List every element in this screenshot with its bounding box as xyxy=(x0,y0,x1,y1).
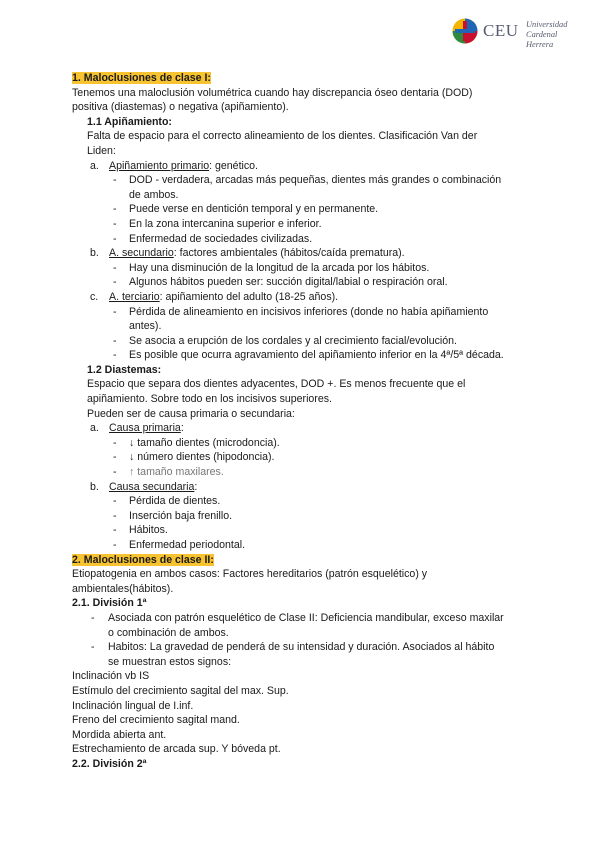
sub-bullet-text: Es posible que ocurra agravamiento del apiñamiento inferior en la 4ª/5ª década. xyxy=(129,349,504,362)
bullet-dash: - xyxy=(113,509,117,522)
list-title-rest: : apiñamiento del adulto (18-25 años). xyxy=(159,290,339,303)
list-title: Apiñamiento primario xyxy=(109,159,210,172)
university-logo xyxy=(452,16,572,48)
paragraph-line-text: ambientales(hábitos). xyxy=(72,582,174,595)
sub-bullet xyxy=(72,450,532,465)
list-item-c xyxy=(72,290,532,305)
sub-bullet-text: ↓ tamaño dientes (microdoncia). xyxy=(129,436,280,449)
bullet-dash: - xyxy=(113,524,117,537)
subsection-heading-text: 2.1. División 1ª xyxy=(72,597,147,610)
paragraph-line-text: positiva (diastemas) o negativa (apiñamiento). xyxy=(72,101,289,114)
sub-bullet-text: Algunos hábitos pueden ser: succión digital/labial o respiración oral. xyxy=(129,276,448,289)
sub-bullet-text: Hay una disminución de la longitud de la arcada por los hábitos. xyxy=(129,261,430,274)
sub-bullet-text: Puede verse en dentición temporal y en permanente. xyxy=(129,203,379,216)
bullet-cont xyxy=(72,626,532,641)
bullet-dash: - xyxy=(113,305,117,318)
list-title: A. secundario xyxy=(109,247,174,260)
paragraph-line-text: Tenemos una maloclusión volumétrica cuando hay discrepancia óseo dentaria (DOD) xyxy=(72,86,473,99)
bullet-dash: - xyxy=(113,451,117,464)
sub-bullet-cont-text: antes). xyxy=(129,320,162,333)
paragraph-line xyxy=(72,377,532,392)
bullet-dash: - xyxy=(113,539,117,551)
bullet-dash: - xyxy=(113,466,117,479)
subsection-heading xyxy=(72,757,532,772)
sub-bullet-cont-text: de ambos. xyxy=(129,188,179,201)
list-letter: b. xyxy=(90,480,99,493)
section-1-heading-text: 1. Maloclusiones de clase I: xyxy=(72,72,211,84)
bullet xyxy=(72,611,532,626)
list-letter: a. xyxy=(90,422,99,435)
sub-bullet xyxy=(72,538,532,553)
bullet xyxy=(72,640,532,655)
list-title-rest: : genético. xyxy=(209,159,258,172)
sub-bullet xyxy=(72,275,532,290)
subsection-heading xyxy=(72,115,532,130)
paragraph-line-text: Espacio que separa dos dientes adyacentes, DOD +. Es menos frecuente que el xyxy=(87,378,466,391)
sub-bullet xyxy=(72,305,532,320)
bullet-dash: - xyxy=(91,611,95,624)
subsection-heading xyxy=(72,363,532,378)
sub-bullet xyxy=(72,334,532,349)
sub-bullet-text: Enfermedad de sociedades civilizadas. xyxy=(129,232,313,245)
sub-bullet xyxy=(72,465,532,480)
bullet-dash: - xyxy=(113,261,117,274)
list-title: A. terciario xyxy=(109,290,160,303)
sub-bullet-text: Pérdida de dientes. xyxy=(129,495,221,508)
sign-line xyxy=(72,669,532,684)
subsection-heading-text: 2.2. División 2ª xyxy=(72,757,147,770)
sign-line-text: Estímulo del crecimiento sagital del max. Sup. xyxy=(72,684,289,697)
subsection-heading xyxy=(72,596,532,611)
paragraph-line xyxy=(72,407,532,422)
subsection-heading-text: 1.1 Apiñamiento: xyxy=(87,115,172,128)
sub-bullet xyxy=(72,261,532,276)
sign-line xyxy=(72,728,532,743)
bullet-dash: - xyxy=(113,349,117,362)
sub-bullet-cont xyxy=(72,188,532,203)
section-2-heading-text: 2. Maloclusiones de clase II: xyxy=(72,553,214,566)
sub-bullet xyxy=(72,509,532,524)
sub-bullet-text: Se asocia a erupción de los cordales y al crecimiento facial/evolución. xyxy=(129,334,457,347)
sub-bullet xyxy=(72,436,532,451)
list-letter: c. xyxy=(90,290,99,303)
sign-line xyxy=(72,699,532,714)
bullet-dash: - xyxy=(113,436,117,449)
list-title-rest: : xyxy=(194,480,198,493)
document-body xyxy=(72,71,532,772)
paragraph-line xyxy=(72,144,532,159)
paragraph-line-text: apiñamiento. Sobre todo en los incisivos superiores. xyxy=(87,393,332,406)
bullet-dash: - xyxy=(113,203,117,216)
bullet-dash: - xyxy=(113,334,117,347)
sub-bullet-text: Hábitos. xyxy=(129,524,168,537)
bullet-dash: - xyxy=(113,232,117,245)
sign-line-text: Inclinación vb IS xyxy=(72,670,150,683)
paragraph-line xyxy=(72,582,532,597)
sub-bullet xyxy=(72,494,532,509)
section-1-heading xyxy=(72,71,532,86)
bullet-text: Asociada con patrón esquelético de Clase II: Deficiencia mandibular, exceso maxilar xyxy=(108,611,504,624)
sub-bullet xyxy=(72,173,532,188)
paragraph-line xyxy=(72,392,532,407)
sub-bullet xyxy=(72,523,532,538)
bullet-text: Habitos: La gravedad de penderá de su intensidad y duración. Asociados al hábito xyxy=(108,641,495,654)
bullet-cont xyxy=(72,655,532,670)
paragraph-line xyxy=(72,100,532,115)
list-item-a xyxy=(72,159,532,174)
sub-bullet-text: DOD - verdadera, arcadas más pequeñas, dientes más grandes o combinación xyxy=(129,174,502,187)
sub-bullet xyxy=(72,232,532,247)
ceu-emblem-icon xyxy=(452,18,478,44)
paragraph-line xyxy=(72,86,532,101)
bullet-dash: - xyxy=(113,276,117,289)
paragraph-line xyxy=(72,129,532,144)
list-title-rest: : factores ambientales (hábitos/caída prematura). xyxy=(173,247,405,260)
logo-ceu-text: CEU xyxy=(483,21,519,40)
sub-bullet-text: Inserción baja frenillo. xyxy=(129,509,233,522)
sub-bullet-cont xyxy=(72,319,532,334)
list-title-rest: : xyxy=(180,422,184,435)
bullet-cont-text: se muestran estos signos: xyxy=(108,655,232,668)
list-title: Causa secundaria xyxy=(109,480,195,493)
bullet-dash: - xyxy=(113,217,117,230)
sub-bullet xyxy=(72,217,532,232)
sign-line xyxy=(72,684,532,699)
paragraph-line-text: Etiopatogenia en ambos casos: Factores hereditarios (patrón esquelético) y xyxy=(72,568,428,581)
sub-bullet xyxy=(72,202,532,217)
paragraph-line-text: Liden: xyxy=(87,144,116,157)
bullet-cont-text: o combinación de ambos. xyxy=(108,626,229,639)
paragraph-line-text: Falta de espacio para el correcto alineamiento de los dientes. Clasificación Van der xyxy=(87,130,478,143)
sign-line xyxy=(72,713,532,728)
list-item-b xyxy=(72,480,532,495)
bullet-dash: - xyxy=(91,641,95,654)
sign-line-text: Estrechamiento de arcada sup. Y bóveda pt. xyxy=(72,743,281,756)
sign-line-text: Freno del crecimiento sagital mand. xyxy=(72,714,240,727)
bullet-dash: - xyxy=(113,495,117,508)
sub-bullet-text: Pérdida de alineamiento en incisivos inferiores (donde no había apiñamiento xyxy=(129,305,489,318)
list-letter: a. xyxy=(90,159,99,172)
sign-line-text: Mordida abierta ant. xyxy=(72,728,167,741)
sign-line-text: Inclinación lingual de I.inf. xyxy=(72,699,194,712)
sub-bullet xyxy=(72,348,532,363)
sub-bullet-text: Enfermedad periodontal. xyxy=(129,539,246,551)
sub-bullet-text: En la zona intercanina superior e inferior. xyxy=(129,217,322,230)
paragraph-line xyxy=(72,567,532,582)
sub-bullet-text: ↑ tamaño maxilares. xyxy=(129,466,224,479)
subsection-heading-text: 1.2 Diastemas: xyxy=(87,363,162,376)
section-2-heading xyxy=(72,553,532,568)
logo-university-name: Universidad Cardenal Herrera xyxy=(526,20,568,49)
list-item-b xyxy=(72,246,532,261)
list-item-a xyxy=(72,421,532,436)
sub-bullet-text: ↓ número dientes (hipodoncia). xyxy=(129,451,275,464)
list-title: Causa primaria xyxy=(109,422,181,435)
paragraph-line-text: Pueden ser de causa primaria o secundaria: xyxy=(87,407,295,420)
sign-line xyxy=(72,742,532,757)
list-letter: b. xyxy=(90,247,99,260)
bullet-dash: - xyxy=(113,174,117,187)
